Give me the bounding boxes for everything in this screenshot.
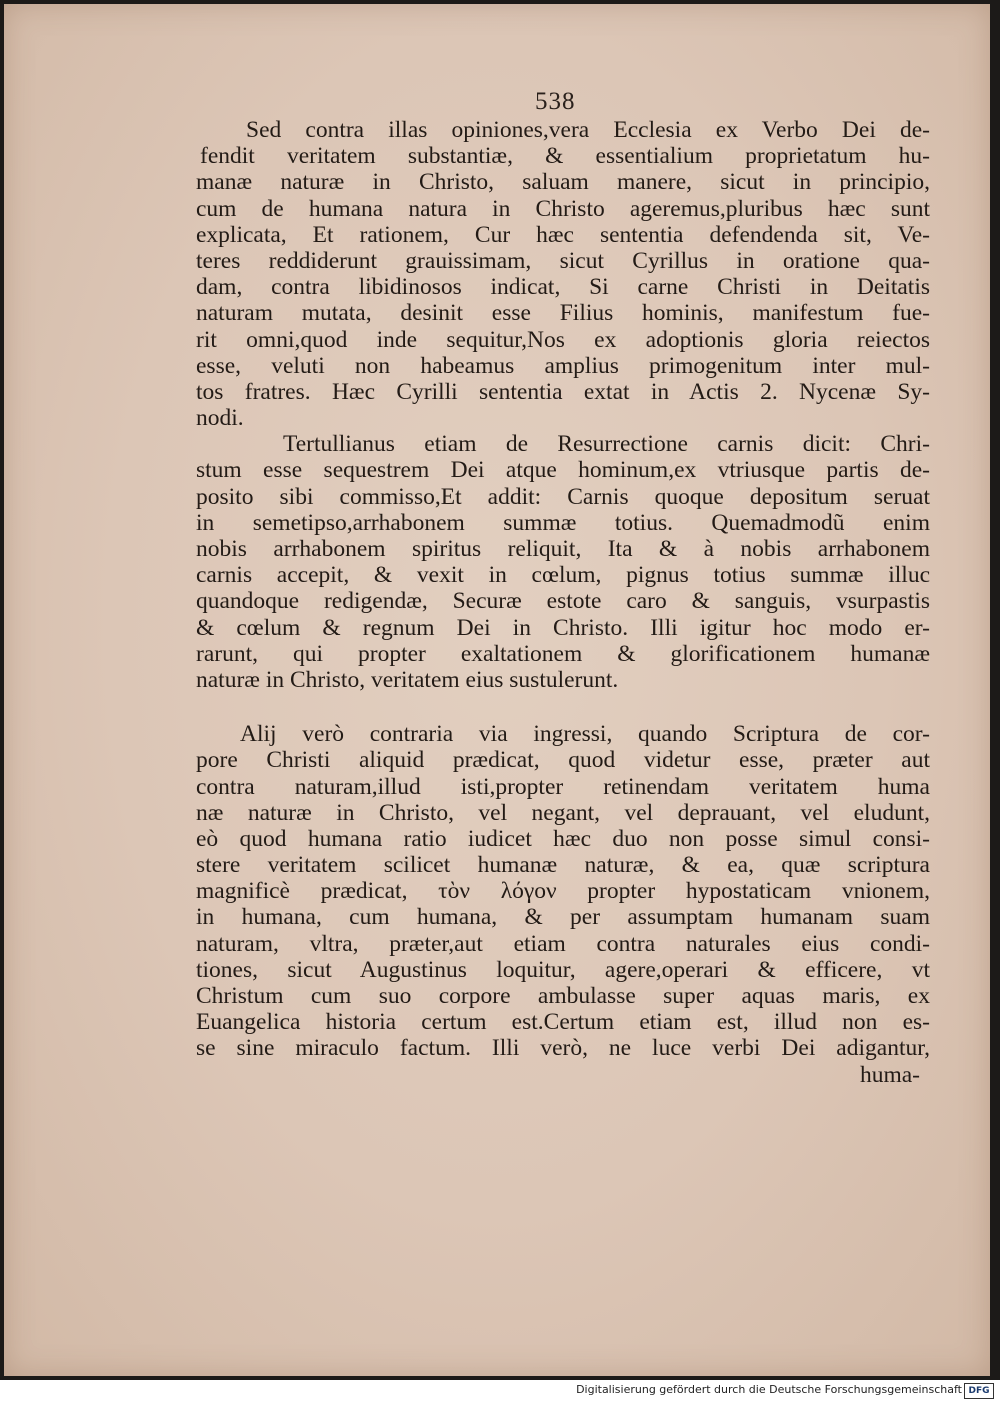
text-line: Christum cum suo corpore ambulasse super aquas maris, ex <box>196 983 930 1009</box>
catchword: huma- <box>859 1061 920 1088</box>
text-line: naturæ in Christo, veritatem eius sustulerunt. <box>196 666 619 693</box>
body-text <box>190 117 930 1088</box>
text-line: esse, veluti non habeamus amplius primogenitum inter mul- <box>196 352 930 379</box>
text-line: næ naturæ in Christo, vel negant, vel deprauant, vel eludunt, <box>196 799 930 826</box>
text-line: magnificè prædicat, τὸν λόγον propter hypostaticam vnionem, <box>196 878 930 905</box>
text-line: rarunt, qui propter exaltationem & glorificationem humanæ <box>196 640 930 667</box>
text-line: in humana, cum humana, & per assumptam humanam suam <box>196 904 930 931</box>
text-line: contra naturam,illud isti,propter retinendam veritatem huma <box>196 773 930 800</box>
text-line: nobis arrhabonem spiritus reliquit, Ita & à nobis arrhabonem <box>196 536 930 562</box>
text-line: nodi. <box>196 405 244 432</box>
text-line: Tertullianus etiam de Resurrectione carnis dicit: Chri- <box>283 431 930 458</box>
text-line: Euangelica historia certum est.Certum etiam est, illud non es- <box>196 1009 930 1036</box>
text-line: Alij verò contraria via ingressi, quando Scriptura de cor- <box>240 721 930 748</box>
text-line: teres reddiderunt grauissimam, sicut Cyrillus in oratione qua- <box>196 247 930 274</box>
text-line: posito sibi commisso,Et addit: Carnis quoque depositum seruat <box>196 483 930 510</box>
text-line: stere veritatem scilicet humanæ naturæ, & ea, quæ scriptura <box>196 852 930 879</box>
text-line: quandoque redigendæ, Securæ estote caro & sanguis, vsurpastis <box>196 588 930 615</box>
dfg-logo-icon: DFG <box>964 1383 994 1399</box>
footer-credit: Digitalisierung gefördert durch die Deutsche Forschungsgemeinschaft <box>576 1383 962 1396</box>
text-line: naturam, vltra, præter,aut etiam contra naturales eius condi- <box>196 930 930 957</box>
paragraph-gap <box>190 693 930 721</box>
text-line: dam, contra libidinosos indicat, Si carne Christi in Deitatis <box>196 274 930 301</box>
text-line: naturam mutata, desinit esse Filius hominis, manifestum fue- <box>196 300 930 327</box>
text-line: eò quod humana ratio iudicet hæc duo non posse simul consi- <box>196 825 930 852</box>
text-line: se sine miraculo factum. Illi verò, ne luce verbi Dei adigantur, <box>196 1035 930 1062</box>
text-line: pore Christi aliquid prædicat, quod videtur esse, præter aut <box>196 747 930 774</box>
text-line: in semetipso,arrhabonem summæ totius. Quemadmodũ enim <box>196 509 930 536</box>
text-line: rit omni,quod inde sequitur,Nos ex adoptionis gloria reiectos <box>196 326 930 353</box>
text-line: fendit veritatem substantiæ, & essentialium proprietatum hu- <box>200 143 930 170</box>
text-line: cum de humana natura in Christo ageremus,pluribus hæc sunt <box>196 195 930 222</box>
text-line: Sed contra illas opiniones,vera Ecclesia ex Verbo Dei de- <box>246 117 930 143</box>
page-number: 538 <box>535 88 576 115</box>
text-line: & cœlum & regnum Dei in Christo. Illi igitur hoc modo er- <box>196 614 930 641</box>
text-line: explicata, Et rationem, Cur hæc sententia defendenda sit, Ve- <box>196 221 930 248</box>
text-line: manæ naturæ in Christo, saluam manere, sicut in principio, <box>196 169 930 196</box>
text-line: tiones, sicut Augustinus loquitur, agere,operari & efficere, vt <box>196 956 930 983</box>
text-line: tos fratres. Hæc Cyrilli sententia extat in Actis 2. Nycenæ Sy- <box>196 378 930 405</box>
text-line: stum esse sequestrem Dei atque hominum,ex vtriusque partis de- <box>196 457 930 484</box>
text-line: carnis accepit, & vexit in cœlum, pignus totius summæ illuc <box>196 562 930 589</box>
